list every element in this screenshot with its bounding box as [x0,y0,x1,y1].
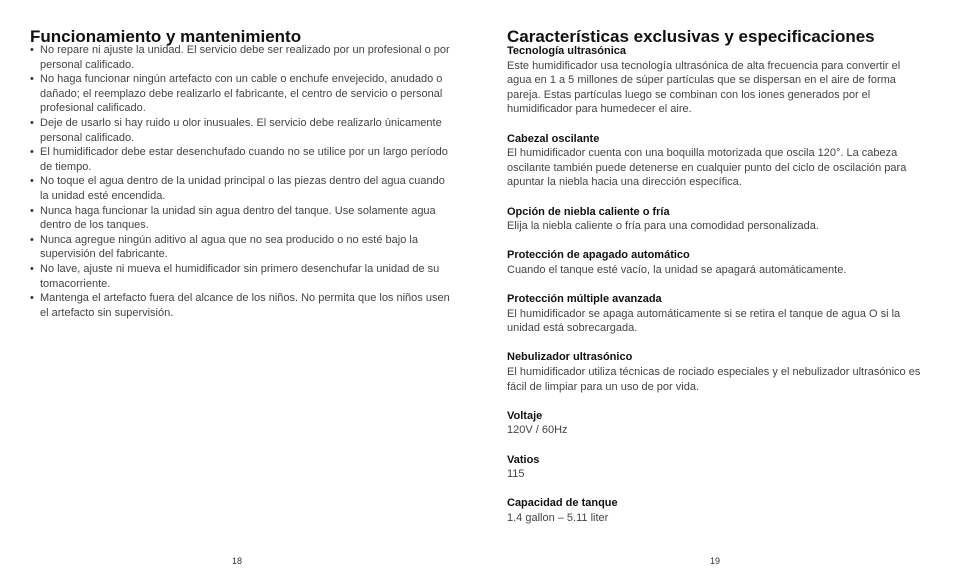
spec-heading: Tecnología ultrasónica [507,45,626,57]
list-item: • No lave, ajuste ni mueva el humidificador sin primero desenchufar la unidad de su tomacorriente. [30,262,450,291]
list-item: • Deje de usarlo si hay ruido u olor inusuales. El servicio debe realizarlo únicamente personal calificado. [30,116,450,145]
spec-text: 115 [507,468,525,481]
spec-tank-capacity [507,496,927,525]
spec-text: El humidificador cuenta con una boquilla motorizada que oscila 120°. La cabeza oscilante también puede detenerse en cualquier punto del ciclo de oscilación para apuntar la niebla hacia una dirección específica. [507,147,907,189]
list-item: • El humidificador debe estar desenchufado cuando no se utilice por un largo período de tiempo. [30,145,450,174]
spec-list [507,44,927,526]
page-title: Funcionamiento y mantenimiento [30,27,302,46]
spec-text: Este humidificador usa tecnología ultrasónica de alta frecuencia para convertir el agua en 1 a 5 millones de súper partículas que se dispersan en el aire de forma pareja. Estas partículas luego se combinan con los iones generados por el humidificador para humedecer el aire. [507,59,901,116]
spec-heading: Protección múltiple avanzada [507,293,662,306]
bullet-list [30,43,450,320]
spec-text: 120V / 60Hz [507,424,568,437]
page-number: 18 [232,556,243,566]
spec-heading: Opción de niebla caliente o fría [507,205,670,218]
list-item: • No toque el agua dentro de la unidad principal o las piezas dentro del agua cuando la unidad esté encendida. [30,174,450,203]
right-page [477,0,954,588]
list-item: • Nunca haga funcionar la unidad sin agua dentro del tanque. Use solamente agua dentro de los tanques. [30,204,450,233]
list-item: • No repare ni ajuste la unidad. El servicio debe ser realizado por un profesional o por personal calificado. [30,43,450,72]
spec-oscillating-head [507,132,927,190]
spec-text: El humidificador se apaga automáticamente si se retira el tanque de agua O si la unidad está sobrecargada. [507,307,901,335]
spec-mist-option [507,205,927,234]
spec-auto-shutoff [507,248,927,277]
spec-wattage [507,453,927,482]
spec-heading: Nebulizador ultrasónico [507,351,633,364]
spec-heading: Cabezal oscilante [507,132,600,145]
page-title: Características exclusivas y especificaciones [507,27,875,46]
list-item: • No haga funcionar ningún artefacto con un cable o enchufe envejecido, anudado o dañado; el reemplazo debe realizarlo el fabricante, el centro de servicio o personal profesional calificado. [30,72,450,116]
spec-ultrasonic-nebulizer [507,350,927,394]
spec-ultrasonic-technology [507,44,907,117]
spec-voltage [507,409,927,438]
spec-heading: Vatios [507,453,540,466]
spec-text: Cuando el tanque esté vacío, la unidad se apagará automáticamente. [507,263,847,276]
spec-heading: Capacidad de tanque [507,497,618,510]
spec-heading: Voltaje [507,409,543,422]
spec-text: 1.4 gallon – 5.11 liter [507,512,609,524]
spec-text: El humidificador utiliza técnicas de rociado especiales y el nebulizador ultrasónico es fácil de limpiar para un uso de por vida. [507,366,921,393]
page-number: 19 [710,556,721,566]
list-item: • Mantenga el artefacto fuera del alcance de los niños. No permita que los niños usen el artefacto sin supervisión. [30,291,450,320]
spec-heading: Protección de apagado automático [507,249,690,262]
list-item: • Nunca agregue ningún aditivo al agua que no sea producido o no esté bajo la supervisión del fabricante. [30,233,450,262]
spec-advanced-protection [507,292,927,336]
spec-text: Elija la niebla caliente o fría para una comodidad personalizada. [507,220,819,233]
